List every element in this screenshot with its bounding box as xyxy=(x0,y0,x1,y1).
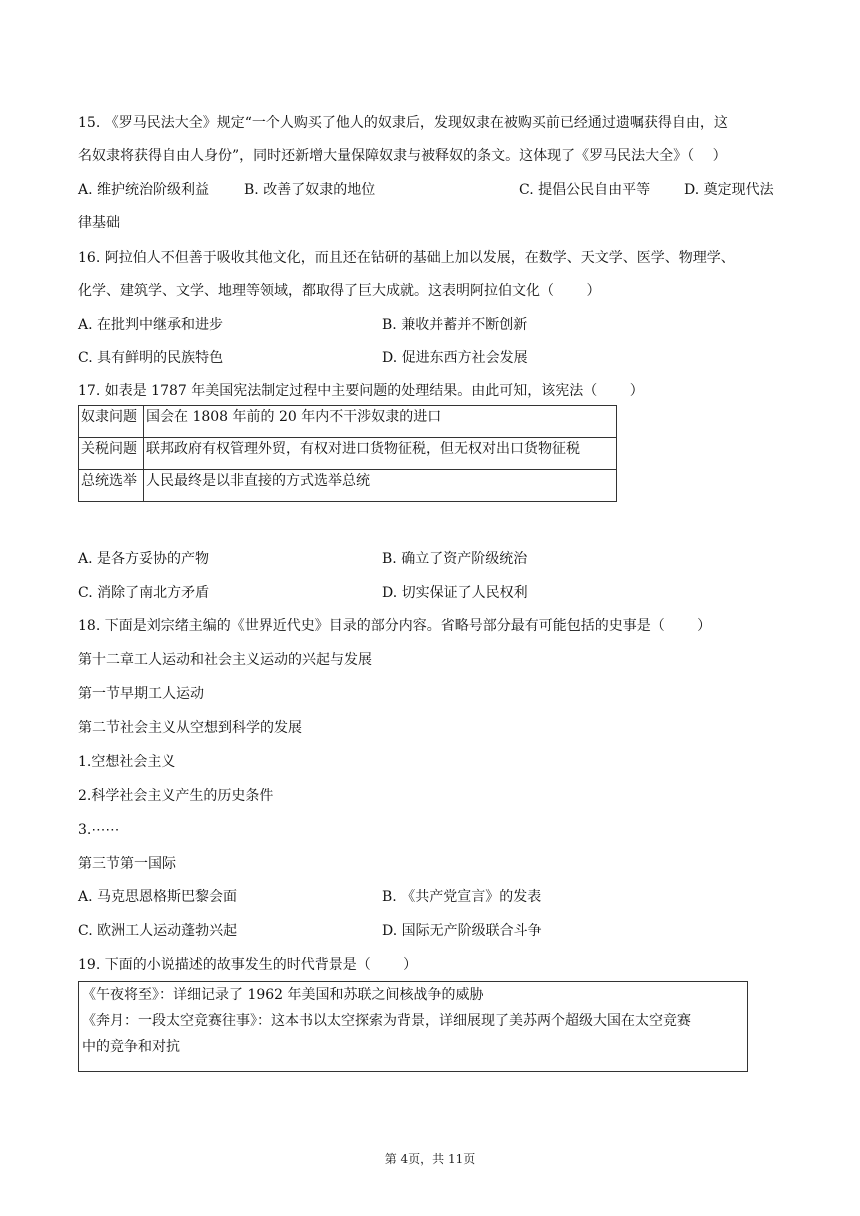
table-value-cell: 国会在 1808 年前的 20 年内不干涉奴隶的进口 xyxy=(144,406,617,438)
q15-stem-line1: 15. 《罗马民法大全》规定“一个人购买了他人的奴隶后，发现奴隶在被购买前已经通过遗嘱获得自由，这 xyxy=(78,115,728,131)
q15-option-d-continued: 律基础 xyxy=(78,215,120,231)
q17-stem: 17. 如表是 1787 年美国宪法制定过程中主要问题的处理结果。由此可知，该宪法（ ） xyxy=(78,383,644,399)
q18-option-a: A. 马克思恩格斯巴黎会面 xyxy=(78,889,238,905)
q15-stem-line2: 名奴隶将获得自由人身份”，同时还新增大量保障奴隶与被释奴的条文。这体现了《罗马民法大全》（ ） xyxy=(78,148,727,164)
q15-option-c: C. 提倡公民自由平等 xyxy=(519,182,651,198)
q17-option-a: A. 是各方妥协的产物 xyxy=(78,551,210,567)
q18-toc-line: 第十二章工人运动和社会主义运动的兴起与发展 xyxy=(78,652,372,668)
table-key-cell: 关税问题 xyxy=(79,438,144,470)
q18-toc-line: 3.⋯⋯ xyxy=(78,822,120,838)
q18-toc-line: 第二节社会主义从空想到科学的发展 xyxy=(78,720,302,736)
q16-option-a: A. 在批判中继承和进步 xyxy=(78,317,224,333)
table-value-cell: 联邦政府有权管理外贸，有权对进口货物征税，但无权对出口货物征税 xyxy=(144,438,617,470)
q16-stem-line2: 化学、建筑学、文学、地理等领域，都取得了巨大成就。这表明阿拉伯文化（ ） xyxy=(78,283,601,299)
q16-option-b: B. 兼收并蓄并不断创新 xyxy=(382,317,528,333)
q19-material-line: 《奔月：一段太空竞赛往事》：这本书以太空探索为背景，详细展现了美苏两个超级大国在太空竞赛 xyxy=(82,1013,691,1029)
table-key-cell: 总统选举 xyxy=(79,470,144,502)
q17-option-b: B. 确立了资产阶级统治 xyxy=(382,551,528,567)
q19-material-line: 中的竞争和对抗 xyxy=(82,1039,180,1055)
q16-stem-line1: 16. 阿拉伯人不但善于吸收其他文化，而且还在钻研的基础上加以发展，在数学、天文学、医学、物理学、 xyxy=(78,250,735,266)
q19-material-line: 《午夜将至》：详细记录了 1962 年美国和苏联之间核战争的威胁 xyxy=(82,987,484,1003)
table-row xyxy=(79,406,617,438)
q15-option-d: D. 奠定现代法 xyxy=(684,182,774,198)
table-value-cell: 人民最终是以非直接的方式选举总统 xyxy=(144,470,617,502)
table-key-cell: 奴隶问题 xyxy=(79,406,144,438)
q19-material-box xyxy=(78,981,748,1072)
q17-option-c: C. 消除了南北方矛盾 xyxy=(78,585,210,601)
q15-option-b: B. 改善了奴隶的地位 xyxy=(244,182,376,198)
q18-toc-line: 1.空想社会主义 xyxy=(78,754,176,770)
q18-toc-line: 第三节第一国际 xyxy=(78,856,176,872)
q18-option-d: D. 国际无产阶级联合斗争 xyxy=(382,923,542,939)
q16-option-d: D. 促进东西方社会发展 xyxy=(382,350,528,366)
table-row xyxy=(79,470,617,502)
q17-option-d: D. 切实保证了人民权利 xyxy=(382,585,528,601)
q18-stem: 18. 下面是刘宗绪主编的《世界近代史》目录的部分内容。省略号部分最有可能包括的史事是（ ） xyxy=(78,618,712,634)
q18-toc-line: 2.科学社会主义产生的历史条件 xyxy=(78,788,274,804)
q18-toc-line: 第一节早期工人运动 xyxy=(78,686,204,702)
table-row xyxy=(79,438,617,470)
page-footer: 第 4页，共 11页 xyxy=(384,1152,476,1166)
q16-option-c: C. 具有鲜明的民族特色 xyxy=(78,350,224,366)
q18-option-b: B. 《共产党宣言》的发表 xyxy=(382,889,542,905)
q19-stem: 19. 下面的小说描述的故事发生的时代背景是（ ） xyxy=(78,957,418,973)
q17-table xyxy=(78,405,617,502)
q18-option-c: C. 欧洲工人运动蓬勃兴起 xyxy=(78,923,238,939)
q15-option-a: A. 维护统治阶级利益 xyxy=(78,182,210,198)
